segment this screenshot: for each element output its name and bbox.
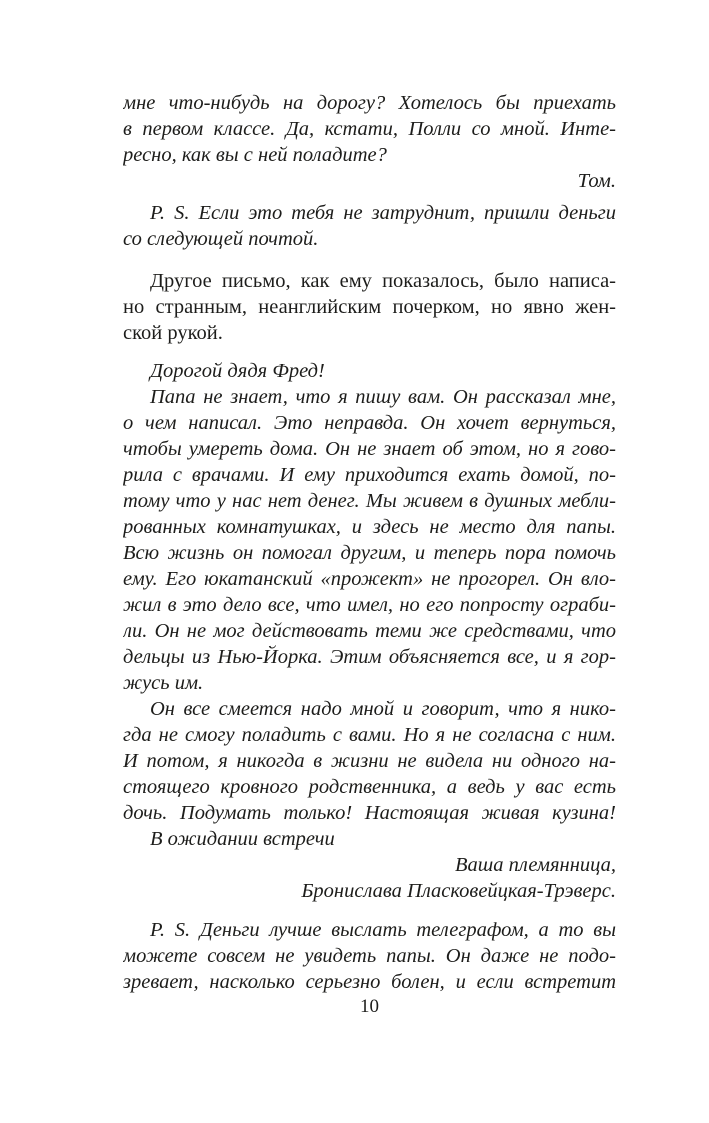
- letter2-signature-line-2: [123, 878, 616, 904]
- text-line: Том.: [577, 170, 616, 192]
- text-line: со следующей почтой.: [123, 228, 319, 250]
- page-number: 10: [360, 996, 379, 1017]
- text-line: ской рукой.: [123, 322, 223, 344]
- letter1-postscript: [123, 200, 616, 252]
- text-line: P. S. Деньги лучше выслать телеграфом, а то вы: [150, 919, 616, 941]
- letter2-postscript: [123, 917, 616, 995]
- text-line: ресно, как вы с ней поладите?: [123, 144, 387, 166]
- text-block: [123, 90, 616, 995]
- text-line: стоящего кровного родственника, а ведь у вас есть: [123, 776, 616, 798]
- text-line: о чем написал. Это неправда. Он хочет вернуться,: [123, 412, 616, 434]
- letter1-signature: [123, 168, 616, 194]
- text-line: Другое письмо, как ему показалось, было написа-: [150, 270, 616, 292]
- text-line: в первом классе. Да, кстати, Полли со мной. Инте-: [123, 118, 616, 140]
- text-line: жил в это дело все, что имел, но его попросту ограби-: [123, 594, 616, 616]
- text-line: рованных комнатушках, и здесь не место для папы.: [123, 516, 616, 538]
- text-line: Бронислава Пласковейцкая-Трэверс.: [301, 880, 616, 902]
- text-line: мне что-нибудь на дорогу? Хотелось бы приехать: [123, 92, 616, 114]
- text-line: Дорогой дядя Фред!: [150, 360, 325, 382]
- text-line: И потом, я никогда в жизни не видела ни одного на-: [123, 750, 616, 772]
- text-line: Ваша племянница,: [455, 854, 616, 876]
- letter2-salutation: [123, 358, 616, 384]
- letter2-paragraph-2: [123, 696, 616, 826]
- letter2-paragraph-1: [123, 384, 616, 696]
- text-line: зревает, насколько серьезно болен, и если встретит: [123, 971, 616, 993]
- text-line: гда не смогу поладить с вами. Но я не согласна с ним.: [123, 724, 616, 746]
- text-line: дельцы из Нью-Йорка. Этим объясняется все, и я гор-: [123, 646, 616, 668]
- text-line: чтобы умереть дома. Он не знает об этом, но я гово-: [123, 438, 616, 460]
- text-line: Он все смеется надо мной и говорит, что я нико-: [150, 698, 616, 720]
- text-line: P. S. Если это тебя не затруднит, пришли деньги: [150, 202, 616, 224]
- text-line: ли. Он не мог действовать теми же средствами, что: [123, 620, 616, 642]
- text-line: но странным, неанглийским почерком, но явно жен-: [123, 296, 616, 318]
- text-line: ему. Его юкатанский «прожект» не прогорел. Он вло-: [123, 568, 616, 590]
- letter2-closing: [123, 826, 616, 852]
- text-line: дочь. Подумать только! Настоящая живая кузина!: [123, 802, 616, 824]
- text-line: В ожидании встречи: [150, 828, 335, 850]
- text-line: Всю жизнь он помогал другим, и теперь пора помочь: [123, 542, 616, 564]
- text-line: жусь им.: [123, 672, 204, 694]
- letter1-end-paragraph: [123, 90, 616, 168]
- narration-paragraph: [123, 268, 616, 346]
- letter2-signature-line-1: [123, 852, 616, 878]
- text-line: тому что у нас нет денег. Мы живем в душных мебли-: [123, 490, 616, 512]
- text-line: можете совсем не увидеть папы. Он даже не подо-: [123, 945, 616, 967]
- text-line: Папа не знает, что я пишу вам. Он рассказал мне,: [150, 386, 616, 408]
- text-line: рила с врачами. И ему приходится ехать домой, по-: [123, 464, 616, 486]
